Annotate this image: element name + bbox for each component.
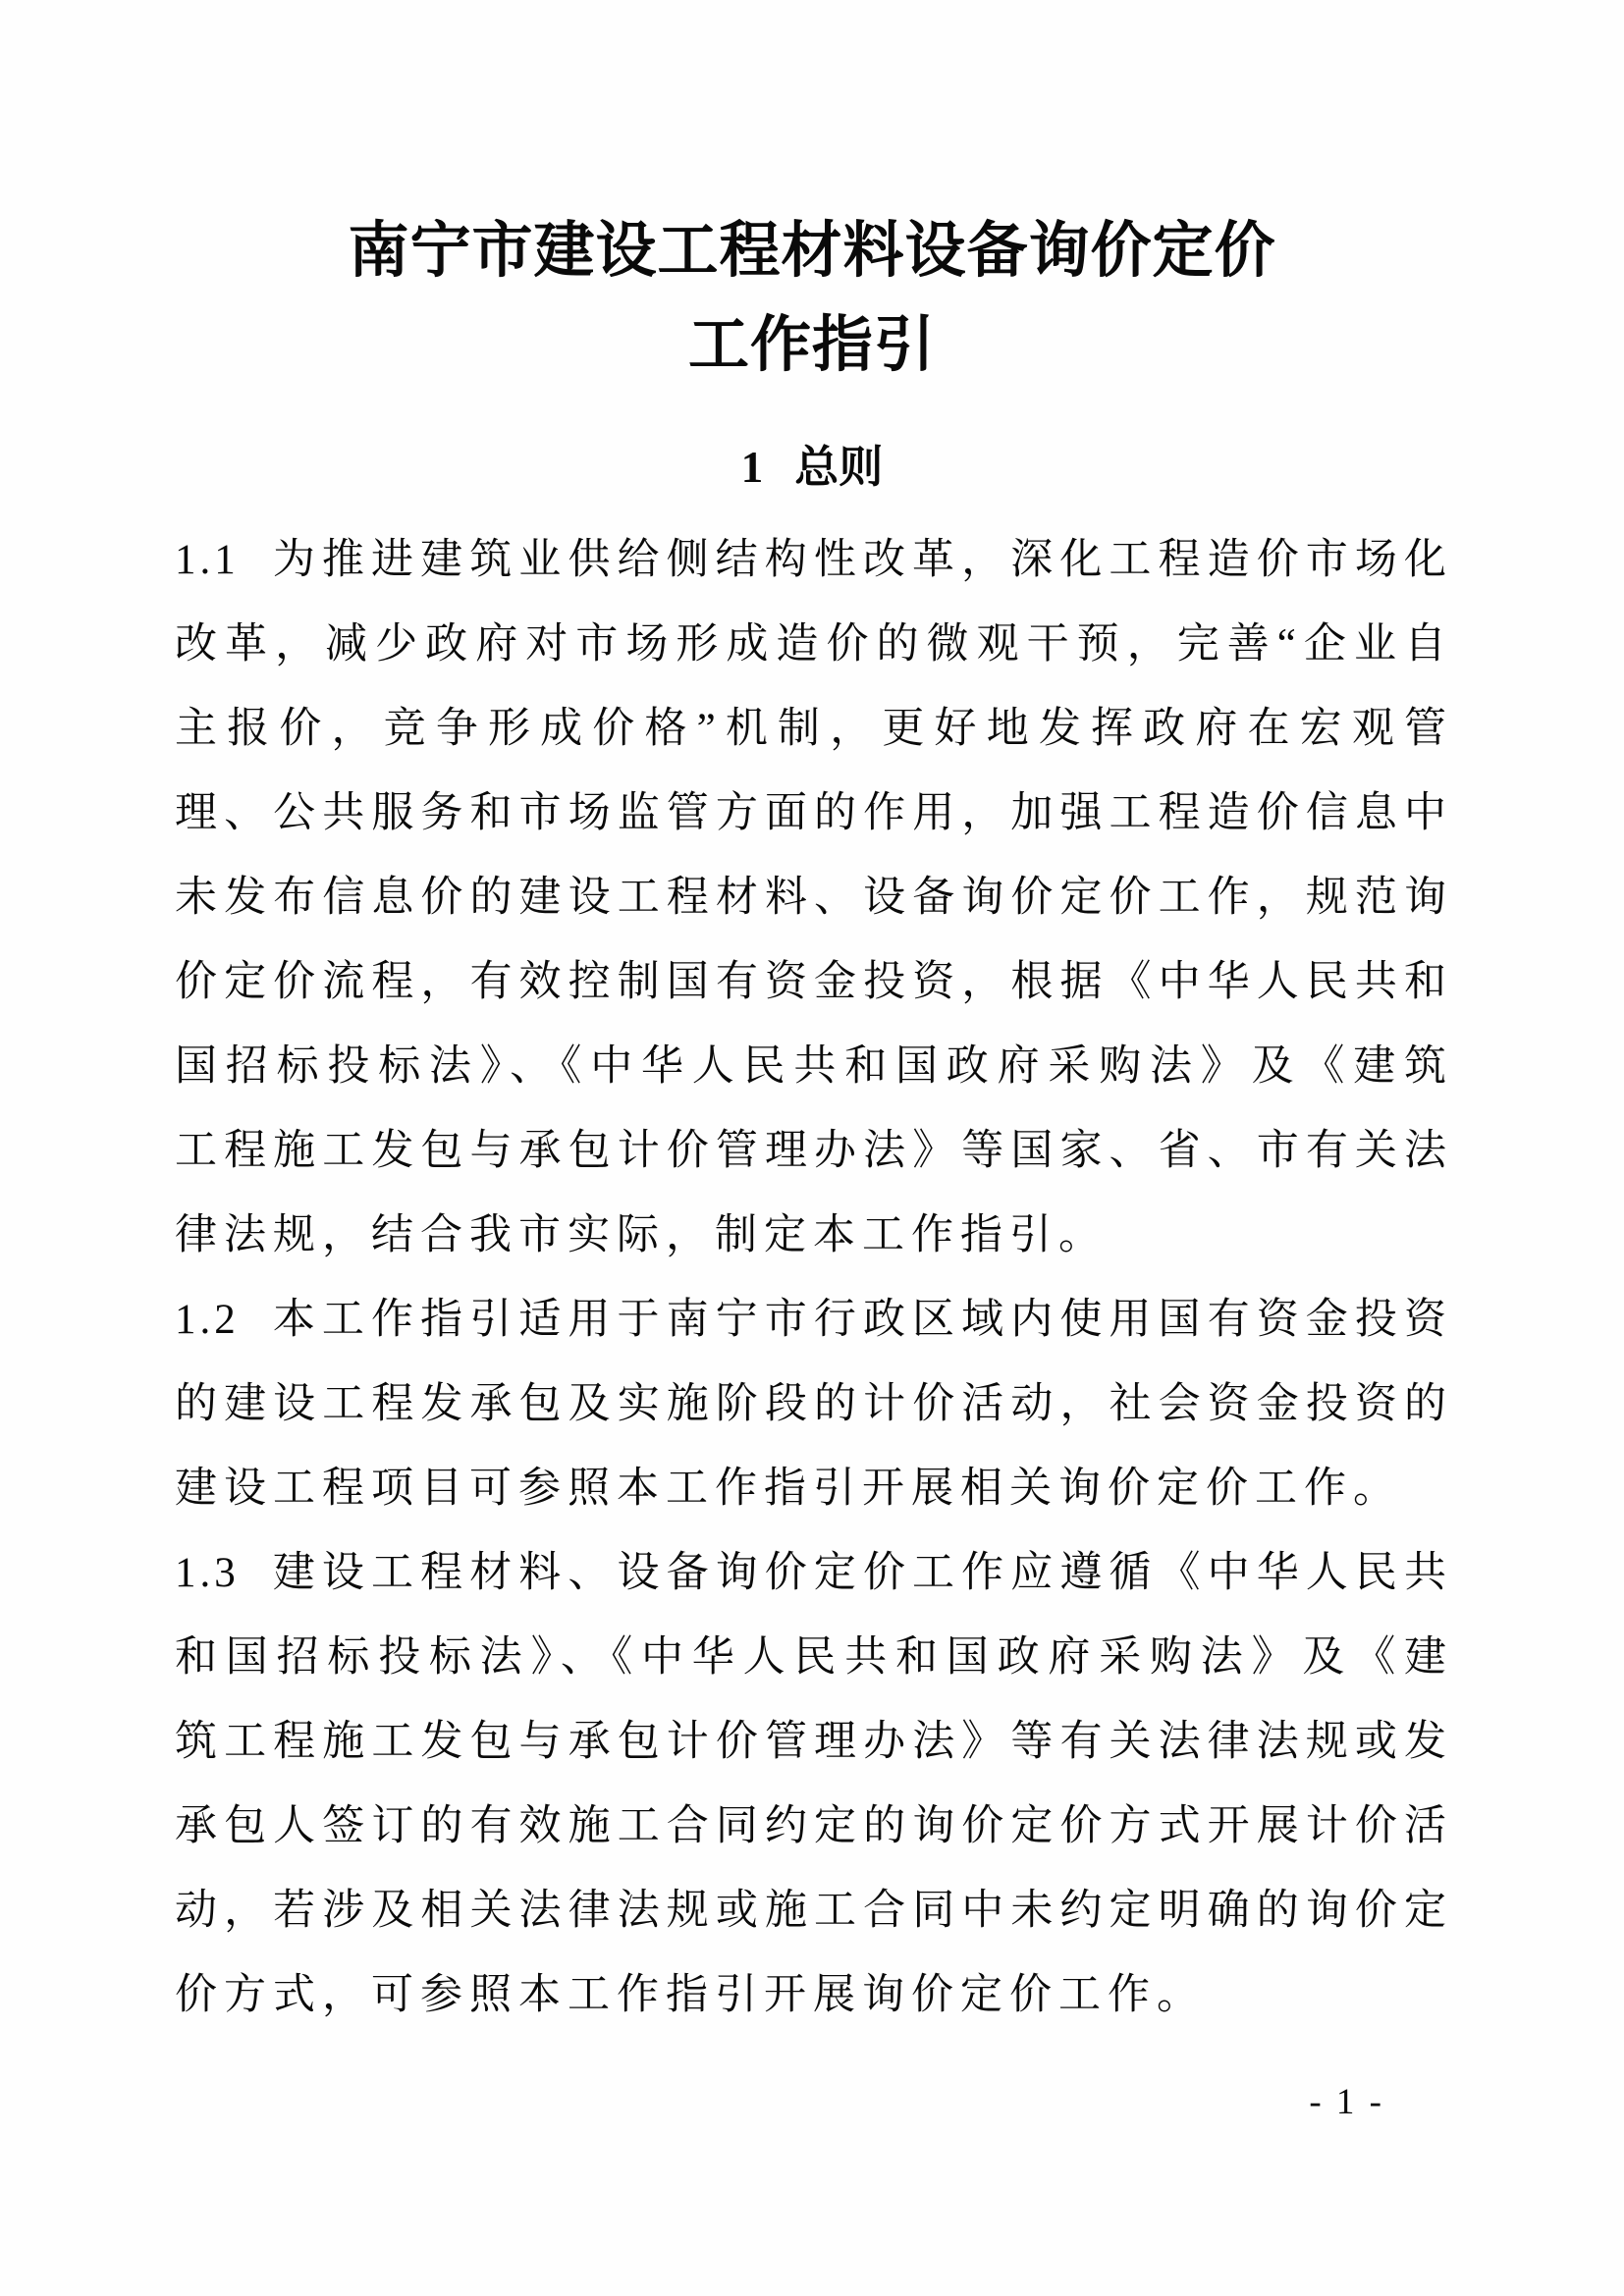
document-title-line1: 南宁市建设工程材料设备询价定价 <box>348 218 1276 285</box>
paragraph-1-3 <box>175 1531 1453 2038</box>
paragraph-1-2 <box>175 1278 1453 1531</box>
paragraph-1-1 <box>175 518 1453 1278</box>
document-body <box>175 518 1453 2038</box>
paragraph-number: 1.1 <box>175 537 240 583</box>
document-title-line2: 工作指引 <box>687 312 936 379</box>
paragraph-text: 建设工程材料、设备询价定价工作应遵循《中华人民共和国招标投标法》、《中华人民共和国政府采购法》及《建筑工程施工发包与承包计价管理办法》等有关法律法规或发承包人签订的有效施工合同约定的询价定价方式开展计价活动，若涉及相关法律法规或施工合同中未约定明确的询价定价方式，可参照本工作指引开展询价定价工作。 <box>175 1550 1453 2018</box>
page-number: - 1 - <box>1309 2082 1384 2122</box>
paragraph-text: 为推进建筑业供给侧结构性改革，深化工程造价市场化改革，减少政府对市场形成造价的微观干预，完善“企业自主报价，竞争形成价格”机制，更好地发挥政府在宏观管理、公共服务和市场监管方面的作用，加强工程造价信息中未发布信息价的建设工程材料、设备询价定价工作，规范询价定价流程，有效控制国有资金投资，根据《中华人民共和国招标投标法》、《中华人民共和国政府采购法》及《建筑工程施工发包与承包计价管理办法》等国家、省、市有关法律法规，结合我市实际，制定本工作指引。 <box>175 537 1453 1258</box>
section-number: 1 <box>740 443 764 492</box>
document-title <box>0 204 1624 393</box>
section-heading <box>0 440 1624 495</box>
paragraph-text: 本工作指引适用于南宁市行政区域内使用国有资金投资的建设工程发承包及实施阶段的计价活动，社会资金投资的建设工程项目可参照本工作指引开展相关询价定价工作。 <box>175 1297 1453 1512</box>
paragraph-number: 1.3 <box>175 1550 240 1596</box>
section-label: 总则 <box>794 443 884 492</box>
paragraph-number: 1.2 <box>175 1297 240 1343</box>
